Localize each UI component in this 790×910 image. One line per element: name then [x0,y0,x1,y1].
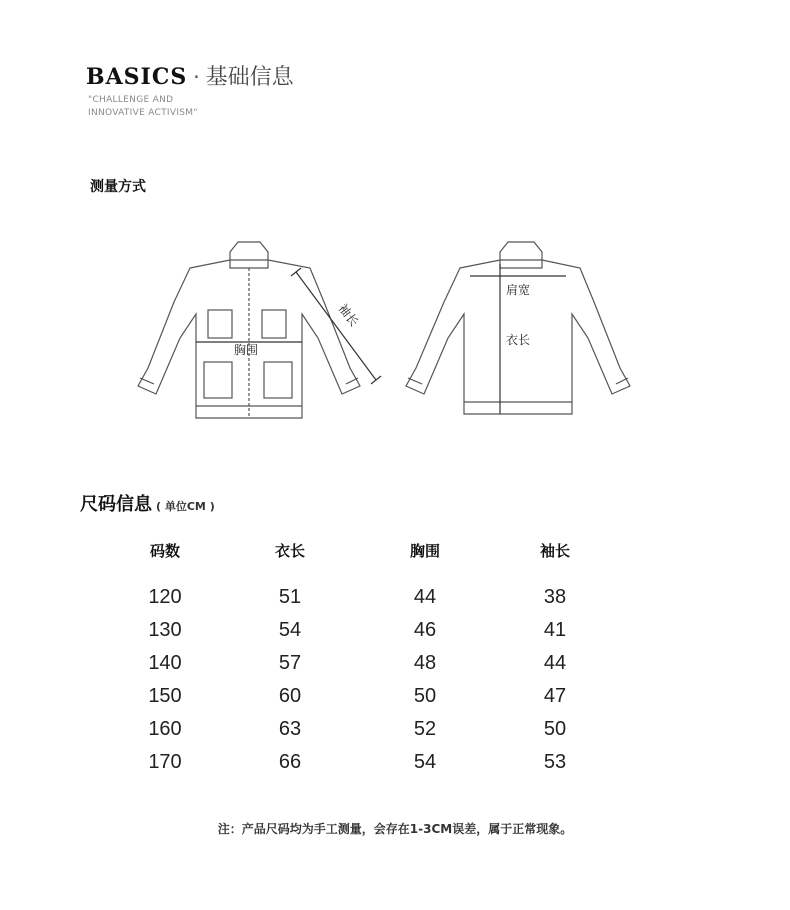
cell-size: 150 [148,685,182,707]
tagline-line-2: INNOVATIVE ACTIVISM" [88,108,198,118]
cell-size: 130 [148,619,182,641]
cell-chest: 48 [413,652,437,674]
cell-length: 57 [278,652,302,674]
brand-name-en: BASICS [86,64,188,90]
chest-label: 胸围 [234,343,259,357]
cell-size: 140 [148,652,182,674]
header-chest: 胸围 [409,541,440,560]
cell-sleeve: 41 [543,619,567,641]
cell-length: 51 [278,586,302,608]
cell-sleeve: 47 [543,685,567,707]
garment-diagram [110,238,670,438]
sleeve-label: 袖长 [335,301,362,329]
cell-size: 170 [148,751,182,773]
cell-size: 160 [148,718,182,740]
cell-size: 120 [148,586,182,608]
size-info-title [80,490,215,516]
cell-chest: 44 [413,586,437,608]
size-table [110,537,650,779]
table-row [110,581,650,614]
cell-sleeve: 53 [543,751,567,773]
table-row [110,680,650,713]
table-row [110,713,650,746]
cell-length: 66 [278,751,302,773]
brand-header [86,60,294,91]
cell-length: 63 [278,718,302,740]
sleeve-measure-line [291,268,381,384]
header-sleeve: 袖长 [539,541,570,560]
cell-chest: 50 [413,685,437,707]
cell-chest: 52 [413,718,437,740]
table-row [110,647,650,680]
brand-separator: · [193,65,200,89]
cell-length: 60 [278,685,302,707]
cell-sleeve: 38 [543,586,567,608]
measure-title: 测量方式 [90,179,146,195]
header-length: 衣长 [274,541,305,560]
cell-sleeve: 44 [543,652,567,674]
table-header-row [110,537,650,563]
length-label: 衣长 [506,333,531,347]
cell-length: 54 [278,619,302,641]
tagline [88,94,198,120]
cell-chest: 54 [413,751,437,773]
size-unit: ( 单位CM ) [156,500,215,513]
measurement-note: 注：产品尺码均为手工测量，会存在1-3CM误差，属于正常现象。 [217,822,573,836]
brand-name-zh: 基础信息 [205,65,294,90]
header-size: 码数 [149,541,180,560]
tagline-line-1: "CHALLENGE AND [88,95,174,105]
shoulder-label: 肩宽 [506,283,531,297]
cell-sleeve: 50 [543,718,567,740]
table-row [110,614,650,647]
back-view [406,242,630,414]
size-title-text: 尺码信息 [80,494,152,515]
cell-chest: 46 [413,619,437,641]
table-row [110,746,650,779]
front-view [138,242,360,418]
